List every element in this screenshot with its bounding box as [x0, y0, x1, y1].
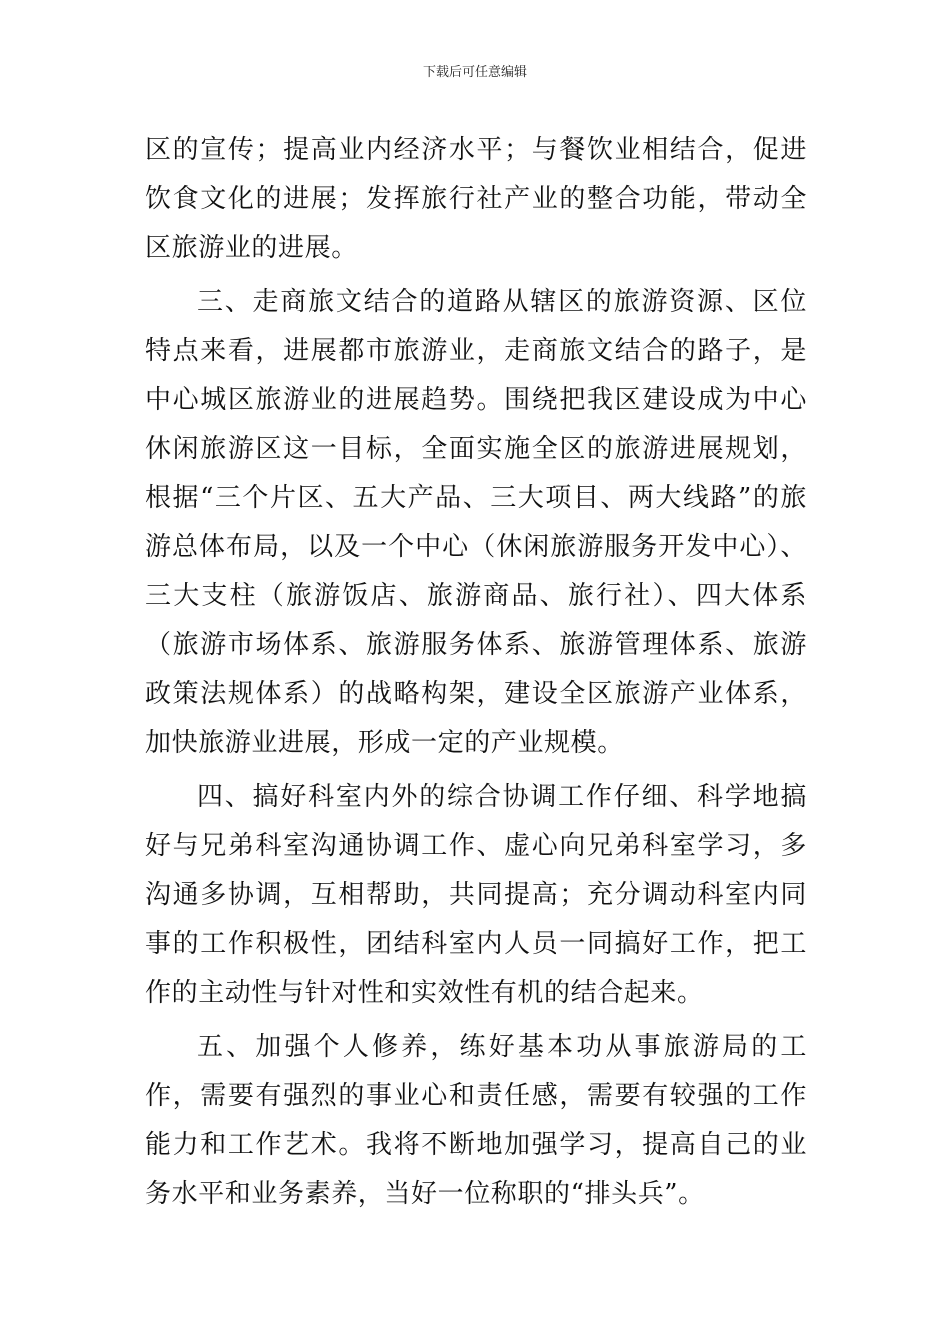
paragraph-continuation: 区的宣传；提高业内经济水平；与餐饮业相结合，促进饮食文化的进展；发挥旅行社产业的整合功能，带动全区旅游业的进展。	[145, 135, 807, 263]
page-header-note: 下载后可任意编辑	[422, 65, 527, 80]
paragraph-section-three: 三、走商旅文结合的道路从辖区的旅游资源、区位特点来看，进展都市旅游业，走商旅文结合的路子，是中心城区旅游业的进展趋势。围绕把我区建设成为中心休闲旅游区这一目标，全面实施全区的旅游进展规划，根据“三个片区、五大产品、三大项目、两大线路”的旅游总体布局，以及一个中心（休闲旅游服务开发中心）、三大支柱（旅游饭店、旅游商品、旅行社）、四大体系（旅游市场体系、旅游服务体系、旅游管理体系、旅游政策法规体系）的战略构架，建设全区旅游产业体系，加快旅游业进展，形成一定的产业规模。	[145, 287, 807, 758]
paragraph-section-four: 四、搞好科室内外的综合协调工作仔细、科学地搞好与兄弟科室沟通协调工作、虚心向兄弟科室学习，多沟通多协调，互相帮助，共同提高；充分调动科室内同事的工作积极性，团结科室内人员一同搞好工作，把工作的主动性与针对性和实效性有机的结合起来。	[145, 782, 807, 1008]
paragraph-section-five: 五、加强个人修养，练好基本功从事旅游局的工作，需要有强烈的事业心和责任感，需要有较强的工作能力和工作艺术。我将不断地加强学习，提高自己的业务水平和业务素养，当好一位称职的“排头兵”。	[145, 1032, 807, 1209]
document-body	[145, 126, 807, 1224]
